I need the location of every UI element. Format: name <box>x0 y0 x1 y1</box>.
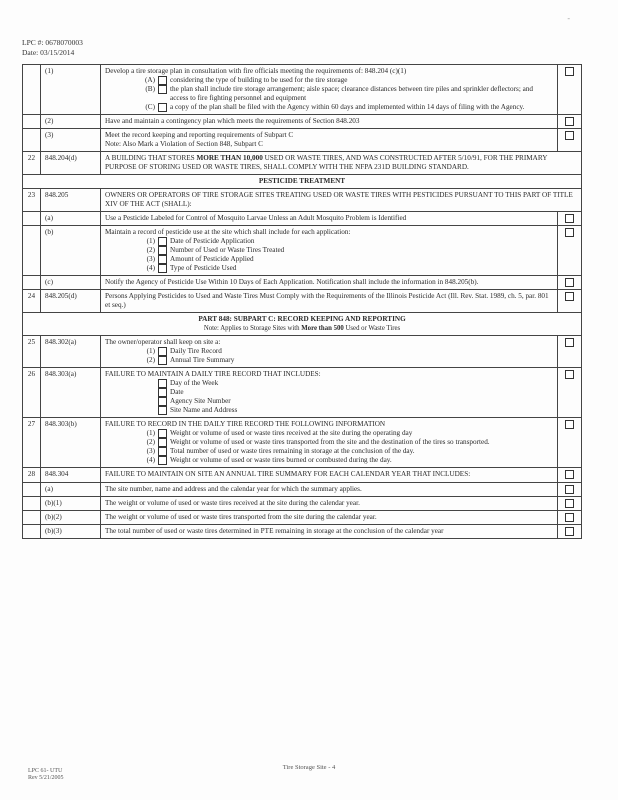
sub-label: (2) <box>146 356 155 365</box>
row-note: Note: Also Mark a Violation of Section 848, Subpart C <box>105 140 263 149</box>
sub-item <box>105 76 553 85</box>
sub-text: Day of the Week <box>170 379 219 388</box>
violation-checkbox[interactable] <box>565 278 574 287</box>
sub-checkbox[interactable] <box>158 456 167 465</box>
sub-checkbox[interactable] <box>158 255 167 264</box>
table-row <box>23 115 582 129</box>
violation-checkbox-cell <box>558 525 582 539</box>
violation-checkbox[interactable] <box>565 420 574 429</box>
sub-item <box>105 456 553 465</box>
row-number <box>23 65 41 115</box>
sub-label: (4) <box>146 456 155 465</box>
table-row <box>23 336 582 368</box>
note-emphasis: More than 500 <box>301 325 344 333</box>
violation-checkbox[interactable] <box>565 527 574 536</box>
row-description: The weight or volume of used or waste tires transported from the site during the calendar year. <box>101 510 558 524</box>
sub-item <box>105 388 553 397</box>
row-number <box>23 482 41 496</box>
lpc-number: LPC #: 0678070003 <box>22 38 83 47</box>
row-citation: 848.303(a) <box>41 368 101 418</box>
table-row <box>23 129 582 152</box>
sub-text: Date of Pesticide Application <box>170 237 255 246</box>
row-number: 23 <box>23 189 41 212</box>
violation-checkbox[interactable] <box>565 338 574 347</box>
sub-checkbox[interactable] <box>158 356 167 365</box>
sub-checkbox[interactable] <box>158 237 167 246</box>
violation-checkbox[interactable] <box>565 485 574 494</box>
sub-text: Site Name and Address <box>170 406 238 415</box>
sub-text: Total number of used or waste tires remaining in storage at the conclusion of the day. <box>170 447 415 456</box>
sub-item <box>105 379 553 388</box>
row-number: 27 <box>23 418 41 468</box>
sub-label: (3) <box>146 447 155 456</box>
table-row <box>23 525 582 539</box>
note-text: Used or Waste Tires <box>343 325 401 333</box>
section-header-row <box>23 175 582 189</box>
row-text: USED OR WASTE TIRES, AND WAS CONSTRUCTED AFTER 5/10/91, FOR THE PRIMARY PURPOSE OF STORING USED OR WASTE TIRES, SHALL COMPLY WITH THE NFPA 231D BUILDING STANDARD. <box>105 154 548 172</box>
sub-checkbox[interactable] <box>158 379 167 388</box>
sub-checkbox[interactable] <box>158 103 167 112</box>
sub-label: (2) <box>146 246 155 255</box>
table-row <box>23 152 582 175</box>
row-description: Persons Applying Pesticides to Used and Waste Tires Must Comply with the Requirements of the Illinois Pesticide Act (Ill. Rev. Stat. 1989, ch. 5, par. 801 et seq.) <box>101 290 558 313</box>
sub-text: Daily Tire Record <box>170 347 222 356</box>
row-citation: 848.303(b) <box>41 418 101 468</box>
violation-checkbox[interactable] <box>565 67 574 76</box>
sub-checkbox[interactable] <box>158 85 167 94</box>
sub-label: (4) <box>146 264 155 273</box>
table-row <box>23 276 582 290</box>
row-citation: (1) <box>41 65 101 115</box>
row-text: A BUILDING THAT STORES <box>105 154 197 163</box>
violation-checkbox-cell <box>558 115 582 129</box>
section-note <box>27 324 577 333</box>
violation-checkbox-cell <box>558 496 582 510</box>
inspection-date: Date: 03/15/2014 <box>22 48 75 57</box>
table-row <box>23 468 582 482</box>
row-number: 26 <box>23 368 41 418</box>
row-description <box>101 418 558 468</box>
row-text: Develop a tire storage plan in consultation with fire officials meeting the requirements of: 848.204 (c)(1) <box>105 67 407 75</box>
sub-text: Weight or volume of used or waste tires burned or combusted during the day. <box>170 456 392 465</box>
sub-text: Date <box>170 388 184 397</box>
sub-text: Annual Tire Summary <box>170 356 235 365</box>
violation-checkbox[interactable] <box>565 513 574 522</box>
sub-item <box>105 246 553 255</box>
sub-label: (2) <box>146 438 155 447</box>
violation-checkbox[interactable] <box>565 131 574 140</box>
table-row <box>23 368 582 418</box>
sub-checkbox[interactable] <box>158 347 167 356</box>
violation-checkbox-cell <box>558 482 582 496</box>
row-number <box>23 510 41 524</box>
inspection-checklist-table <box>22 64 582 539</box>
row-number: 22 <box>23 152 41 175</box>
row-text: Meet the record keeping and reporting requirements of Subpart C <box>105 131 294 140</box>
row-description: Have and maintain a contingency plan which meets the requirements of Section 848.203 <box>101 115 558 129</box>
form-revision: Rev 5/21/2005 <box>28 775 64 781</box>
row-description: Notify the Agency of Pesticide Use Within 10 Days of Each Application. Notification shall include the information in 848.205(b). <box>101 276 558 290</box>
sub-item <box>105 85 553 103</box>
violation-checkbox-cell <box>558 65 582 115</box>
row-number <box>23 276 41 290</box>
violation-checkbox-cell <box>558 510 582 524</box>
row-description: FAILURE TO MAINTAIN ON SITE AN ANNUAL TIRE SUMMARY FOR EACH CALENDAR YEAR THAT INCLUDES: <box>101 468 558 482</box>
row-description: OWNERS OR OPERATORS OF TIRE STORAGE SITES TREATING USED OR WASTE TIRES WITH PESTICIDES PURSUANT TO THIS PART OF TITLE XIV OF THE ACT (SHALL): <box>101 189 582 212</box>
row-citation: (2) <box>41 115 101 129</box>
sub-item <box>105 264 553 273</box>
page-label: Tire Storage Site - 4 <box>282 764 336 771</box>
row-number <box>23 212 41 226</box>
row-description: Use a Pesticide Labeled for Control of Mosquito Larvae Unless an Adult Mosquito Problem is Identified <box>101 212 558 226</box>
row-citation: (b)(3) <box>41 525 101 539</box>
sub-text: Weight or volume of used or waste tires transported from the site and the destination of the tires so transported. <box>170 438 490 447</box>
row-number <box>23 115 41 129</box>
table-row <box>23 226 582 276</box>
sub-label: (1) <box>146 429 155 438</box>
row-description <box>101 152 582 175</box>
violation-checkbox-cell <box>558 212 582 226</box>
row-citation: 848.302(a) <box>41 336 101 368</box>
violation-checkbox[interactable] <box>565 228 574 237</box>
row-text: Maintain a record of pesticide use at the site which shall include for each application: <box>105 228 351 237</box>
table-row <box>23 65 582 115</box>
section-title: PART 848: SUBPART C: RECORD KEEPING AND REPORTING <box>198 315 406 324</box>
row-number: 24 <box>23 290 41 313</box>
row-text: The owner/operator shall keep on site a: <box>105 338 221 347</box>
sub-checkbox[interactable] <box>158 388 167 397</box>
sub-checkbox[interactable] <box>158 429 167 438</box>
violation-checkbox[interactable] <box>565 214 574 223</box>
table-row <box>23 290 582 313</box>
sub-text: the plan shall include tire storage arrangement; aisle space; clearance distances between tire piles and sprinkler deflectors; and access to fire fighting personnel and equipment <box>170 85 534 102</box>
row-number <box>23 496 41 510</box>
sub-text: a copy of the plan shall be filed with the Agency within 60 days and implemented within 14 days of filing with the Agency. <box>170 103 525 111</box>
violation-checkbox[interactable] <box>565 370 574 379</box>
sub-checkbox[interactable] <box>158 397 167 406</box>
form-id: LPC 61- UTU <box>28 768 63 774</box>
sub-checkbox[interactable] <box>158 76 167 85</box>
row-citation: 848.205(d) <box>41 290 101 313</box>
violation-checkbox-cell <box>558 468 582 482</box>
sub-text: considering the type of building to be used for the tire storage <box>170 76 348 84</box>
section-title: PESTICIDE TREATMENT <box>23 175 582 189</box>
sub-checkbox[interactable] <box>158 438 167 447</box>
sub-checkbox[interactable] <box>158 447 167 456</box>
sub-text: Amount of Pesticide Applied <box>170 255 254 264</box>
violation-checkbox-cell <box>558 418 582 468</box>
sub-text: Type of Pesticide Used <box>170 264 237 273</box>
row-description <box>101 336 558 368</box>
violation-checkbox[interactable] <box>565 117 574 126</box>
sub-item <box>105 255 553 264</box>
sub-text: Weight or volume of used or waste tires received at the site during the operating day <box>170 429 413 438</box>
row-text-emphasis: MORE THAN 10,000 <box>196 154 263 163</box>
sub-item <box>105 103 553 112</box>
row-citation: 848.205 <box>41 189 101 212</box>
sub-item <box>105 347 553 356</box>
row-number: 28 <box>23 468 41 482</box>
sub-item <box>105 438 553 447</box>
sub-label: (A) <box>145 76 155 84</box>
table-row <box>23 496 582 510</box>
row-number: 25 <box>23 336 41 368</box>
row-description <box>101 226 558 276</box>
sub-item <box>105 447 553 456</box>
row-description: The total number of used or waste tires determined in PTE remaining in storage at the conclusion of the calendar year <box>101 525 558 539</box>
sub-item <box>105 356 553 365</box>
row-citation: (b)(2) <box>41 510 101 524</box>
row-number <box>23 129 41 152</box>
sub-item <box>105 406 553 415</box>
row-text: FAILURE TO RECORD IN THE DAILY TIRE RECORD THE FOLLOWING INFORMATION <box>105 420 386 429</box>
sub-item <box>105 429 553 438</box>
sub-label: (3) <box>146 255 155 264</box>
row-citation: (3) <box>41 129 101 152</box>
sub-label: (B) <box>145 85 155 93</box>
violation-checkbox-cell <box>558 336 582 368</box>
section-header-cell <box>23 313 582 336</box>
table-row <box>23 510 582 524</box>
sub-item <box>105 237 553 246</box>
note-text: Note: Applies to Storage Sites with <box>203 325 302 333</box>
row-citation: 848.304 <box>41 468 101 482</box>
violation-checkbox-cell <box>558 226 582 276</box>
violation-checkbox[interactable] <box>565 292 574 301</box>
row-description: The weight or volume of used or waste tires received at the site during the calendar year. <box>101 496 558 510</box>
table-row <box>23 212 582 226</box>
sub-text: Agency Site Number <box>170 397 231 406</box>
table-row <box>23 482 582 496</box>
row-description <box>101 65 558 115</box>
sub-label: (1) <box>146 237 155 246</box>
sub-checkbox[interactable] <box>158 246 167 255</box>
sub-checkbox[interactable] <box>158 406 167 415</box>
row-citation: 848.204(d) <box>41 152 101 175</box>
row-citation: (c) <box>41 276 101 290</box>
violation-checkbox-cell <box>558 368 582 418</box>
row-description: The site number, name and address and the calendar year for which the summary applies. <box>101 482 558 496</box>
row-citation: (b) <box>41 226 101 276</box>
scan-mark: - <box>567 14 570 23</box>
sub-checkbox[interactable] <box>158 264 167 273</box>
row-number <box>23 226 41 276</box>
table-row <box>23 418 582 468</box>
violation-checkbox-cell <box>558 290 582 313</box>
sub-text: Number of Used or Waste Tires Treated <box>170 246 285 255</box>
sub-label: (C) <box>145 103 155 111</box>
violation-checkbox-cell <box>558 129 582 152</box>
document-header <box>22 38 83 58</box>
row-citation: (b)(1) <box>41 496 101 510</box>
row-citation: (a) <box>41 482 101 496</box>
row-description <box>101 368 558 418</box>
section-header-row <box>23 313 582 336</box>
row-citation: (a) <box>41 212 101 226</box>
violation-checkbox-cell <box>558 276 582 290</box>
violation-checkbox[interactable] <box>565 470 574 479</box>
sub-item <box>105 397 553 406</box>
row-description <box>101 129 558 152</box>
row-text: FAILURE TO MAINTAIN A DAILY TIRE RECORD THAT INCLUDES: <box>105 370 321 379</box>
sub-label: (1) <box>146 347 155 356</box>
violation-checkbox[interactable] <box>565 499 574 508</box>
row-number <box>23 525 41 539</box>
table-row <box>23 189 582 212</box>
